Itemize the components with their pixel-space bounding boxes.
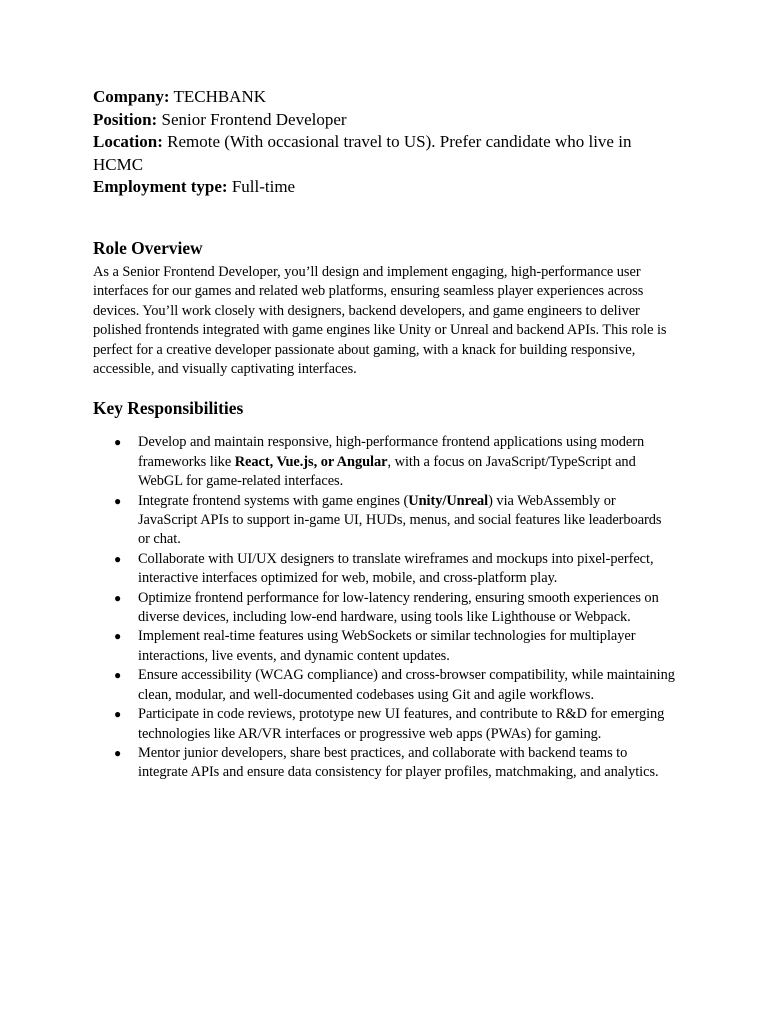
employment-type-label: Employment type:: [93, 177, 228, 197]
responsibility-text: Develop and maintain responsive, high-performance frontend applications using modern frameworks like: [138, 434, 645, 470]
role-overview-text: As a Senior Frontend Developer, you’ll design and implement engaging, high-performance user interfaces for our games and related web platforms, ensuring seamless player experiences across devices. You’ll work closely with designers, backend developers, and game engineers to deliver polished frontends integrated with game engines like Unity or Unreal and backend APIs. This role is perfect for a creative developer passionate about gaming, with a knack for building responsive, accessible, and visually captivating interfaces.: [93, 263, 667, 377]
employment-type-line: [93, 176, 675, 199]
responsibility-bold-text: Unity/Unreal: [408, 492, 489, 509]
responsibility-text: Collaborate with UI/UX designers to translate wireframes and mockups into pixel-perfect, interactive interfaces optimized for web, mobile, and cross-platform play.: [138, 550, 654, 587]
responsibility-item: [93, 705, 675, 744]
position-value: Senior Frontend Developer: [157, 109, 347, 129]
job-description-page: [93, 86, 675, 783]
bullet-icon: ●: [114, 745, 122, 760]
location-line: [93, 131, 675, 176]
key-responsibilities-heading: Key Responsibilities: [93, 398, 244, 419]
responsibility-item: [93, 492, 675, 550]
responsibility-text: Integrate frontend systems with game engines (: [138, 492, 409, 509]
bullet-icon: ●: [114, 435, 122, 450]
responsibility-text: Participate in code reviews, prototype new UI features, and contribute to R&D for emerging technologies like AR/VR interfaces or progressive web apps (PWAs) for gaming.: [138, 706, 665, 742]
responsibility-bold-text: React, Vue.js, or Angular: [234, 453, 388, 470]
employment-type-value: Full-time: [227, 177, 296, 197]
responsibility-item: [93, 666, 675, 705]
responsibility-text: ) via WebAssembly or JavaScript APIs to support in-game UI, HUDs, menus, and social features like leaderboards or chat.: [138, 492, 662, 548]
bullet-icon: ●: [114, 551, 122, 566]
company-line: [93, 86, 675, 109]
location-value: Remote (With occasional travel to US). Prefer candidate who live in HCMC: [93, 132, 632, 174]
company-value: TECHBANK: [169, 87, 267, 106]
role-overview-heading: Role Overview: [93, 237, 203, 258]
responsibility-text: Optimize frontend performance for low-latency rendering, ensuring smooth experiences on diverse devices, including low-end hardware, using tools like Lighthouse or Webpack.: [138, 589, 659, 626]
bullet-icon: ●: [114, 590, 122, 605]
responsibility-item: [93, 550, 675, 589]
bullet-icon: ●: [114, 668, 122, 683]
position-line: [93, 109, 675, 132]
responsibility-text: Ensure accessibility (WCAG compliance) and cross-browser compatibility, while maintaining clean, modular, and well-documented codebases using Git and agile workflows.: [138, 667, 675, 703]
location-label: Location:: [93, 132, 163, 152]
responsibility-item: [93, 589, 675, 628]
bullet-icon: ●: [114, 629, 122, 644]
company-label: Company:: [93, 87, 170, 106]
responsibility-item: [93, 744, 675, 783]
responsibility-item: [93, 433, 675, 491]
bullet-icon: ●: [114, 707, 122, 722]
responsibilities-list: [93, 433, 675, 782]
bullet-icon: ●: [114, 493, 122, 508]
responsibility-text: Mentor junior developers, share best practices, and collaborate with backend teams to integrate APIs and ensure data consistency for player profiles, matchmaking, and analytics.: [138, 744, 659, 781]
responsibility-text: , with a focus on JavaScript/TypeScript and WebGL for game-related interfaces.: [138, 453, 636, 490]
responsibility-text: Implement real-time features using WebSockets or similar technologies for multiplayer interactions, live events, and dynamic content updates.: [138, 628, 636, 664]
position-label: Position:: [93, 109, 158, 129]
responsibility-item: [93, 627, 675, 666]
